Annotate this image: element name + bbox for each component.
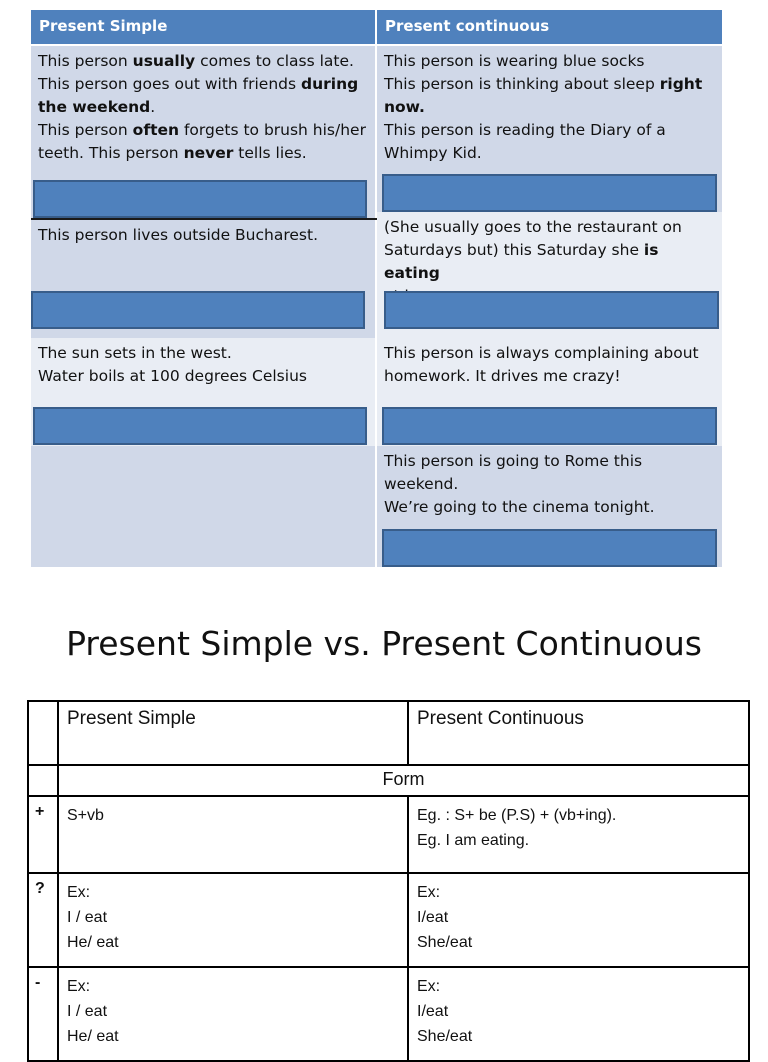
cell-line: S+vb	[67, 807, 104, 824]
answer-box-row4-right[interactable]	[382, 529, 717, 567]
question-sign: ?	[28, 873, 58, 967]
bold-text: the weekend	[38, 98, 151, 116]
cell-text-line	[38, 342, 368, 365]
positive-present-simple	[58, 796, 408, 873]
text-run: forgets to brush his/her	[179, 121, 366, 139]
question-present-continuous	[408, 873, 749, 967]
page-title: Present Simple vs. Present Continuous	[66, 624, 702, 663]
text-run: .	[150, 98, 156, 116]
cell-line: Ex:	[67, 884, 91, 901]
header-present-continuous: Present continuous	[377, 10, 722, 44]
cell-text-line	[384, 216, 715, 239]
text-run: This person is reading the Diary of a	[384, 121, 666, 139]
text-run: This person	[38, 121, 133, 139]
text-run: Whimpy Kid.	[384, 144, 482, 162]
bold-text: now.	[384, 98, 425, 116]
text-run: This person lives outside Bucharest.	[38, 226, 318, 244]
cell-line: Ex:	[67, 978, 91, 995]
cell-line: I/eat	[417, 1003, 449, 1020]
answer-box-row2-left[interactable]	[31, 291, 365, 329]
text-run: This person is thinking about sleep	[384, 75, 660, 93]
bold-text: usually	[132, 52, 196, 70]
text-run: Saturdays but) this Saturday she	[384, 241, 644, 259]
bold-text: never	[183, 144, 234, 162]
negative-present-continuous	[408, 967, 749, 1061]
cell-line: She/eat	[417, 1028, 473, 1045]
text-run: tells lies.	[233, 144, 307, 162]
cell-text-line	[38, 365, 368, 388]
cell-line: Ex:	[417, 884, 441, 901]
cell-line: I/eat	[417, 909, 449, 926]
form-label: Form	[58, 765, 749, 796]
answer-box-row3-right[interactable]	[382, 407, 717, 445]
text-run: weekend.	[384, 475, 459, 493]
bold-text: during	[300, 75, 359, 93]
text-run: This person is always complaining about	[384, 344, 699, 362]
answer-box-row2-right[interactable]	[384, 291, 719, 329]
cell-line: Ex:	[417, 978, 441, 995]
cell-line: He/ eat	[67, 934, 119, 951]
text-run: Water boils at 100 degrees Celsius	[38, 367, 307, 385]
negative-present-simple	[58, 967, 408, 1061]
cell-text-line	[384, 342, 715, 365]
cell-text-line	[38, 50, 368, 73]
text-run: (She usually goes to the restaurant on	[384, 218, 682, 236]
cell-text-line	[38, 224, 368, 247]
form-corner-cell	[28, 765, 58, 796]
text-run: We’re going to the cinema tonight.	[384, 498, 655, 516]
cell-text-line	[384, 473, 715, 496]
bold-text: often	[132, 121, 180, 139]
cell-line: She/eat	[417, 934, 473, 951]
positive-present-continuous	[408, 796, 749, 873]
cell-text-line	[38, 142, 368, 165]
answer-box-row3-left[interactable]	[33, 407, 367, 445]
cell-line: I / eat	[67, 1003, 108, 1020]
cell-text-line	[384, 50, 715, 73]
cell-text-line	[38, 96, 368, 119]
col-header-present-simple: Present Simple	[58, 701, 408, 765]
bold-text: is eating	[384, 241, 659, 282]
cell-line: I / eat	[67, 909, 108, 926]
row-divider	[31, 218, 377, 220]
cell-text-line	[384, 365, 715, 388]
cell-text-line	[384, 119, 715, 142]
cell-text-line	[38, 73, 368, 96]
col-header-present-continuous: Present Continuous	[408, 701, 749, 765]
question-present-simple	[58, 873, 408, 967]
text-run: comes to class late.	[195, 52, 354, 70]
answer-box-row1-right[interactable]	[382, 174, 717, 212]
cell-text-line	[384, 96, 715, 119]
text-run: This person is going to Rome this	[384, 452, 643, 470]
cell-text-line	[384, 142, 715, 165]
text-run: homework. It drives me crazy!	[384, 367, 621, 385]
cell-text-line	[384, 496, 715, 519]
text-run: This person goes out with friends	[38, 75, 301, 93]
answer-box-row1-left[interactable]	[33, 180, 367, 218]
bold-text: right	[659, 75, 703, 93]
cell-text-line	[38, 119, 368, 142]
cell-line: Eg. I am eating.	[417, 832, 530, 849]
text-run: This person is wearing blue socks	[384, 52, 645, 70]
header-present-simple: Present Simple	[31, 10, 375, 44]
text-run: teeth. This person	[38, 144, 184, 162]
text-run: The sun sets in the west.	[38, 344, 232, 362]
cell-line: Eg. : S+ be (P.S) + (vb+ing).	[417, 807, 617, 824]
negative-sign: -	[28, 967, 58, 1061]
cell-text-line	[384, 239, 715, 285]
cell-text-line	[384, 450, 715, 473]
text-run: This person	[38, 52, 133, 70]
positive-sign: +	[28, 796, 58, 873]
cell-text-line	[384, 73, 715, 96]
row4-left-cell	[31, 446, 375, 567]
cell-line: He/ eat	[67, 1028, 119, 1045]
grammar-form-table	[27, 700, 750, 1062]
exercise-table	[31, 10, 722, 567]
corner-cell	[28, 701, 58, 765]
